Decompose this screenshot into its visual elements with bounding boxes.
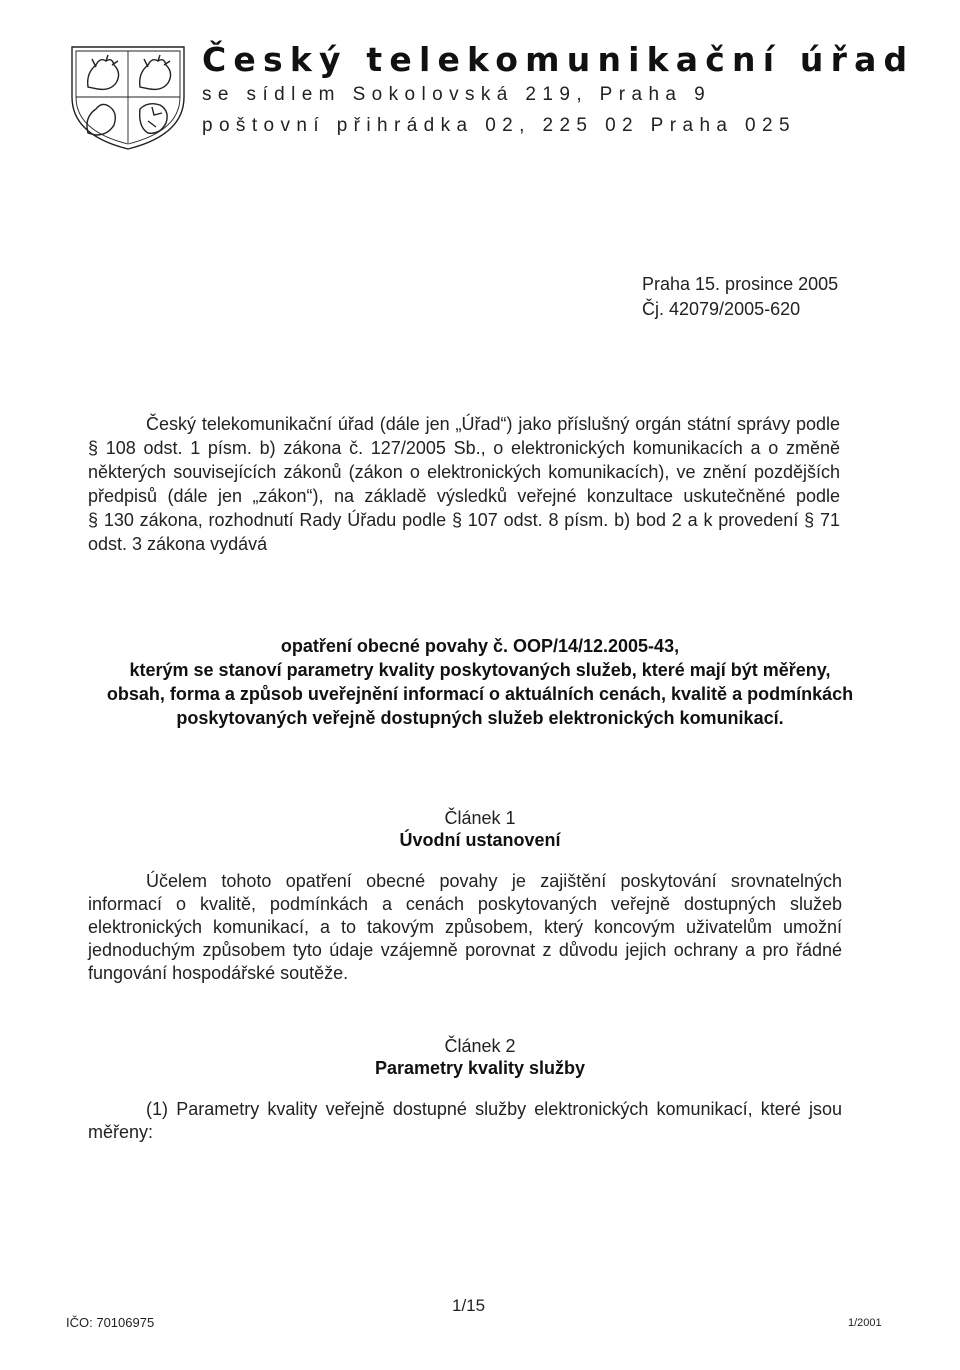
reference-number: Čj. 42079/2005-620 (642, 299, 801, 319)
intro-line: některých souvisejících zákonů (zákon o elektronických komunikacích), ve znění pozdějších (88, 462, 840, 482)
decision-subject-line: kterým se stanoví parametry kvality poskytovaných služeb, které mají být měřeny, (129, 660, 831, 680)
address-line-1: se sídlem Sokolovská 219, Praha 9 (202, 84, 712, 105)
article-2-heading: Parametry kvality služby (374, 1058, 586, 1078)
paragraph-line: informací o kvalitě, podmínkách a cenách poskytovaných veřejně dostupných služeb (88, 894, 842, 914)
intro-line: § 108 odst. 1 písm. b) zákona č. 127/2005 Sb., o elektronických komunikacích a o změně (88, 438, 840, 458)
article-1-heading: Úvodní ustanovení (399, 830, 561, 850)
article-2-paragraph (88, 1098, 842, 1144)
paragraph-line: jednoduchým způsobem tyto údaje vzájemně porovnat z důvodu jejich ochrany a pro řádné (88, 940, 842, 960)
intro-line: § 130 zákona, rozhodnutí Rady Úřadu podle § 107 odst. 8 písm. b) bod 2 a k provedení § 71 (88, 510, 840, 530)
paragraph-line: fungování hospodářské soutěže. (88, 963, 349, 983)
coat-of-arms-emblem (66, 43, 190, 151)
page-number: 1/15 (452, 1296, 486, 1315)
paragraph-line: měřeny: (88, 1122, 154, 1142)
address-line-2: poštovní přihrádka 02, 225 02 Praha 025 (202, 115, 796, 136)
form-code: 1/2001 (848, 1317, 882, 1329)
date-block (642, 272, 838, 322)
decision-number: opatření obecné povahy č. OOP/14/12.2005-43, (280, 636, 680, 656)
document-date: Praha 15. prosince 2005 (642, 274, 839, 294)
article-2-number: Článek 2 (444, 1036, 516, 1056)
intro-line: odst. 3 zákona vydává (88, 534, 268, 554)
intro-line: Český telekomunikační úřad (dále jen „Úřad“) jako příslušný orgán státní správy podle (146, 414, 840, 434)
decision-subject-line: obsah, forma a způsob uveřejnění informací o aktuálních cenách, kvalitě a podmínkách (106, 684, 854, 704)
decision-title (88, 634, 872, 730)
footer-ico: IČO: 70106975 (66, 1315, 155, 1330)
decision-subject-line: poskytovaných veřejně dostupných služeb elektronických komunikací. (176, 708, 784, 728)
intro-paragraph (88, 412, 840, 556)
paragraph-line: (1) Parametry kvality veřejně dostupné služby elektronických komunikací, které jsou (146, 1099, 842, 1119)
article-1-paragraph (88, 870, 842, 985)
paragraph-line: Účelem tohoto opatření obecné povahy je zajištění poskytování srovnatelných (146, 871, 842, 891)
paragraph-line: elektronických komunikací, a to takovým způsobem, který koncovým uživatelům umožní (88, 917, 842, 937)
organization-name: Český telekomunikační úřad (202, 40, 915, 79)
intro-line: předpisů (dále jen „zákon“), na základě výsledků veřejné konzultace uskutečněné podle (88, 486, 840, 506)
article-1-number: Článek 1 (444, 808, 516, 828)
